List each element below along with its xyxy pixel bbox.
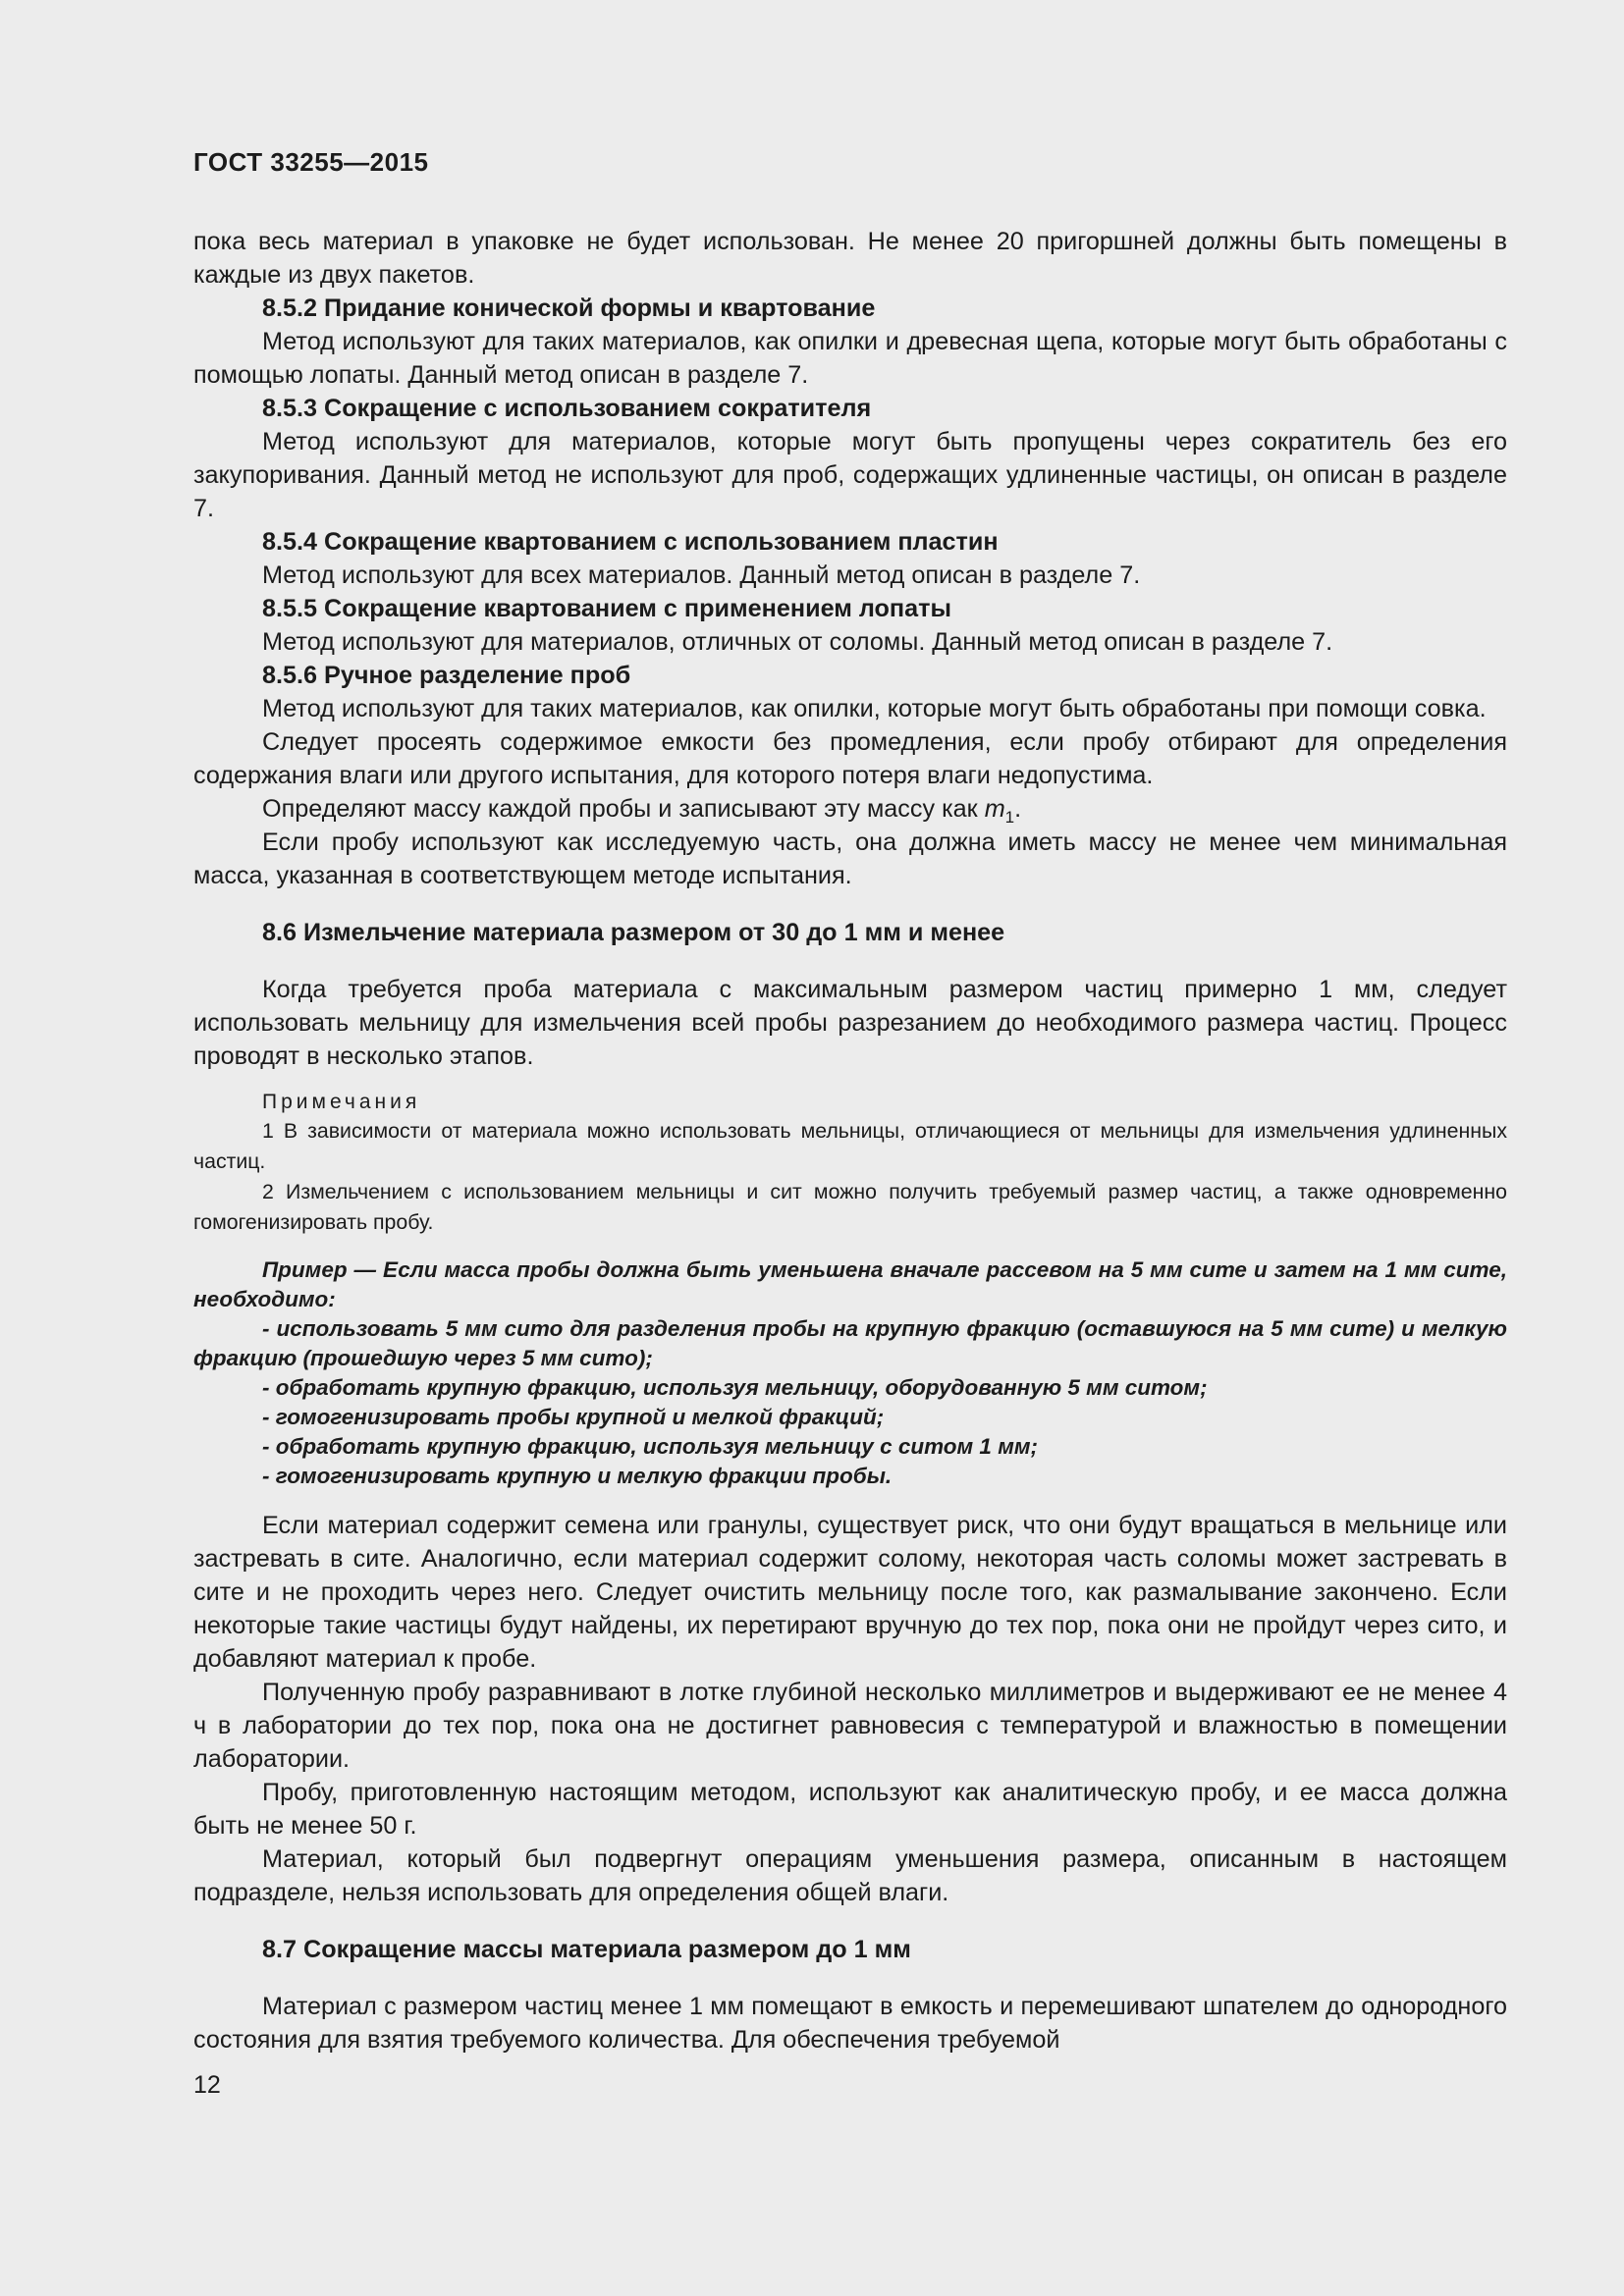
paragraph-8-5-6-1: Метод используют для таких материалов, как опилки, которые могут быть обработаны при помощи совка. <box>262 695 1487 722</box>
example-item: - обработать крупную фракцию, используя мельницу с ситом 1 мм; <box>262 1434 1038 1459</box>
note-1: 1 В зависимости от материала можно использовать мельницы, отличающиеся от мельницы для измельчения удлиненных частиц. <box>193 1119 1507 1173</box>
document-body <box>193 225 1507 2056</box>
paragraph-8-7-1: Материал с размером частиц менее 1 мм помещают в емкость и перемешивают шпателем до однородного состояния для взятия требуемого количества. Для обеспечения требуемой <box>193 1993 1507 2054</box>
mass-subscript: 1 <box>1004 808 1015 828</box>
mass-text: Определяют массу каждой пробы и записывают эту массу как <box>262 795 985 823</box>
paragraph-8-5-6-2: Следует просеять содержимое емкости без промедления, если пробу отбирают для определения содержания влаги или другого испытания, для которого потеря влаги недопустима. <box>193 728 1507 789</box>
mass-text-end: . <box>1014 795 1022 823</box>
example-item: - обработать крупную фракцию, используя мельницу, оборудованную 5 мм ситом; <box>262 1375 1208 1400</box>
paragraph-8-6-3: Полученную пробу разравнивают в лотке глубиной несколько миллиметров и выдерживают ее не менее 4 ч в лаборатории до тех пор, пока она не достигнет равновесия с температурой и влажностью в помещении лаборатории. <box>193 1679 1507 1773</box>
heading-8-5-5: 8.5.5 Сокращение квартованием с применением лопаты <box>262 595 952 622</box>
example-item: - гомогенизировать пробы крупной и мелкой фракций; <box>262 1405 885 1429</box>
paragraph-intro: пока весь материал в упаковке не будет использован. Не менее 20 пригоршней должны быть помещены в каждые из двух пакетов. <box>193 228 1507 289</box>
paragraph-8-5-3: Метод используют для материалов, которые могут быть пропущены через сократитель без его закупоривания. Данный метод не используют для проб, содержащих удлиненные частицы, он описан в разделе 7. <box>193 428 1507 522</box>
heading-8-6: 8.6 Измельчение материала размером от 30 до 1 мм и менее <box>262 919 1005 946</box>
paragraph-8-5-6-3 <box>193 792 1507 826</box>
paragraph-8-6-5: Материал, который был подвергнут операциям уменьшения размера, описанным в настоящем подразделе, нельзя использовать для определения общей влаги. <box>193 1845 1507 1906</box>
paragraph-8-5-4: Метод используют для всех материалов. Данный метод описан в разделе 7. <box>262 561 1141 589</box>
note-2: 2 Измельчением с использованием мельницы и сит можно получить требуемый размер частиц, а также одновременно гомогенизировать пробу. <box>193 1180 1507 1234</box>
heading-8-7: 8.7 Сокращение массы материала размером до 1 мм <box>262 1936 911 1963</box>
heading-8-5-2: 8.5.2 Придание конической формы и квартование <box>262 294 876 322</box>
page-number: 12 <box>193 2071 221 2099</box>
paragraph-8-5-2: Метод используют для таких материалов, как опилки и древесная щепа, которые могут быть обработаны с помощью лопаты. Данный метод описан в разделе 7. <box>193 328 1507 389</box>
document-header: ГОСТ 33255—2015 <box>193 147 429 177</box>
paragraph-8-6-1: Когда требуется проба материала с максимальным размером частиц примерно 1 мм, следует использовать мельницу для измельчения всей пробы разрезанием до необходимого размера частиц. Процесс проводят в несколько этапов. <box>193 976 1507 1070</box>
example-item: - гомогенизировать крупную и мелкую фракции пробы. <box>262 1464 893 1488</box>
heading-8-5-6: 8.5.6 Ручное разделение проб <box>262 662 631 689</box>
heading-8-5-3: 8.5.3 Сокращение с использованием сократителя <box>262 395 872 422</box>
paragraph-8-5-5: Метод используют для материалов, отличных от соломы. Данный метод описан в разделе 7. <box>262 628 1333 656</box>
notes-title: Примечания <box>262 1091 421 1113</box>
heading-8-5-4: 8.5.4 Сокращение квартованием с использованием пластин <box>262 528 999 556</box>
example-intro: Пример — Если масса пробы должна быть уменьшена вначале рассевом на 5 мм сите и затем на 1 мм сите, необходимо: <box>193 1257 1507 1311</box>
paragraph-8-6-2: Если материал содержит семена или гранулы, существует риск, что они будут вращаться в мельнице или застревать в сите. Аналогично, если материал содержит солому, некоторая часть соломы может застревать в сите и не проходить через него. Следует очистить мельницу после того, как размалывание закончено. Если некоторые такие частицы будут найдены, их перетирают вручную до тех пор, пока они не пройдут через сито, и добавляют материал к пробе. <box>193 1512 1507 1673</box>
paragraph-8-6-4: Пробу, приготовленную настоящим методом, используют как аналитическую пробу, и ее масса должна быть не менее 50 г. <box>193 1779 1507 1840</box>
mass-variable: m <box>984 795 1005 823</box>
paragraph-8-5-6-4: Если пробу используют как исследуемую часть, она должна иметь массу не менее чем минимальная масса, указанная в соответствующем методе испытания. <box>193 828 1507 889</box>
example-item: - использовать 5 мм сито для разделения пробы на крупную фракцию (оставшуюся на 5 мм сите) и мелкую фракцию (прошедшую через 5 мм сито); <box>193 1316 1507 1370</box>
example-block <box>193 1255 1507 1491</box>
